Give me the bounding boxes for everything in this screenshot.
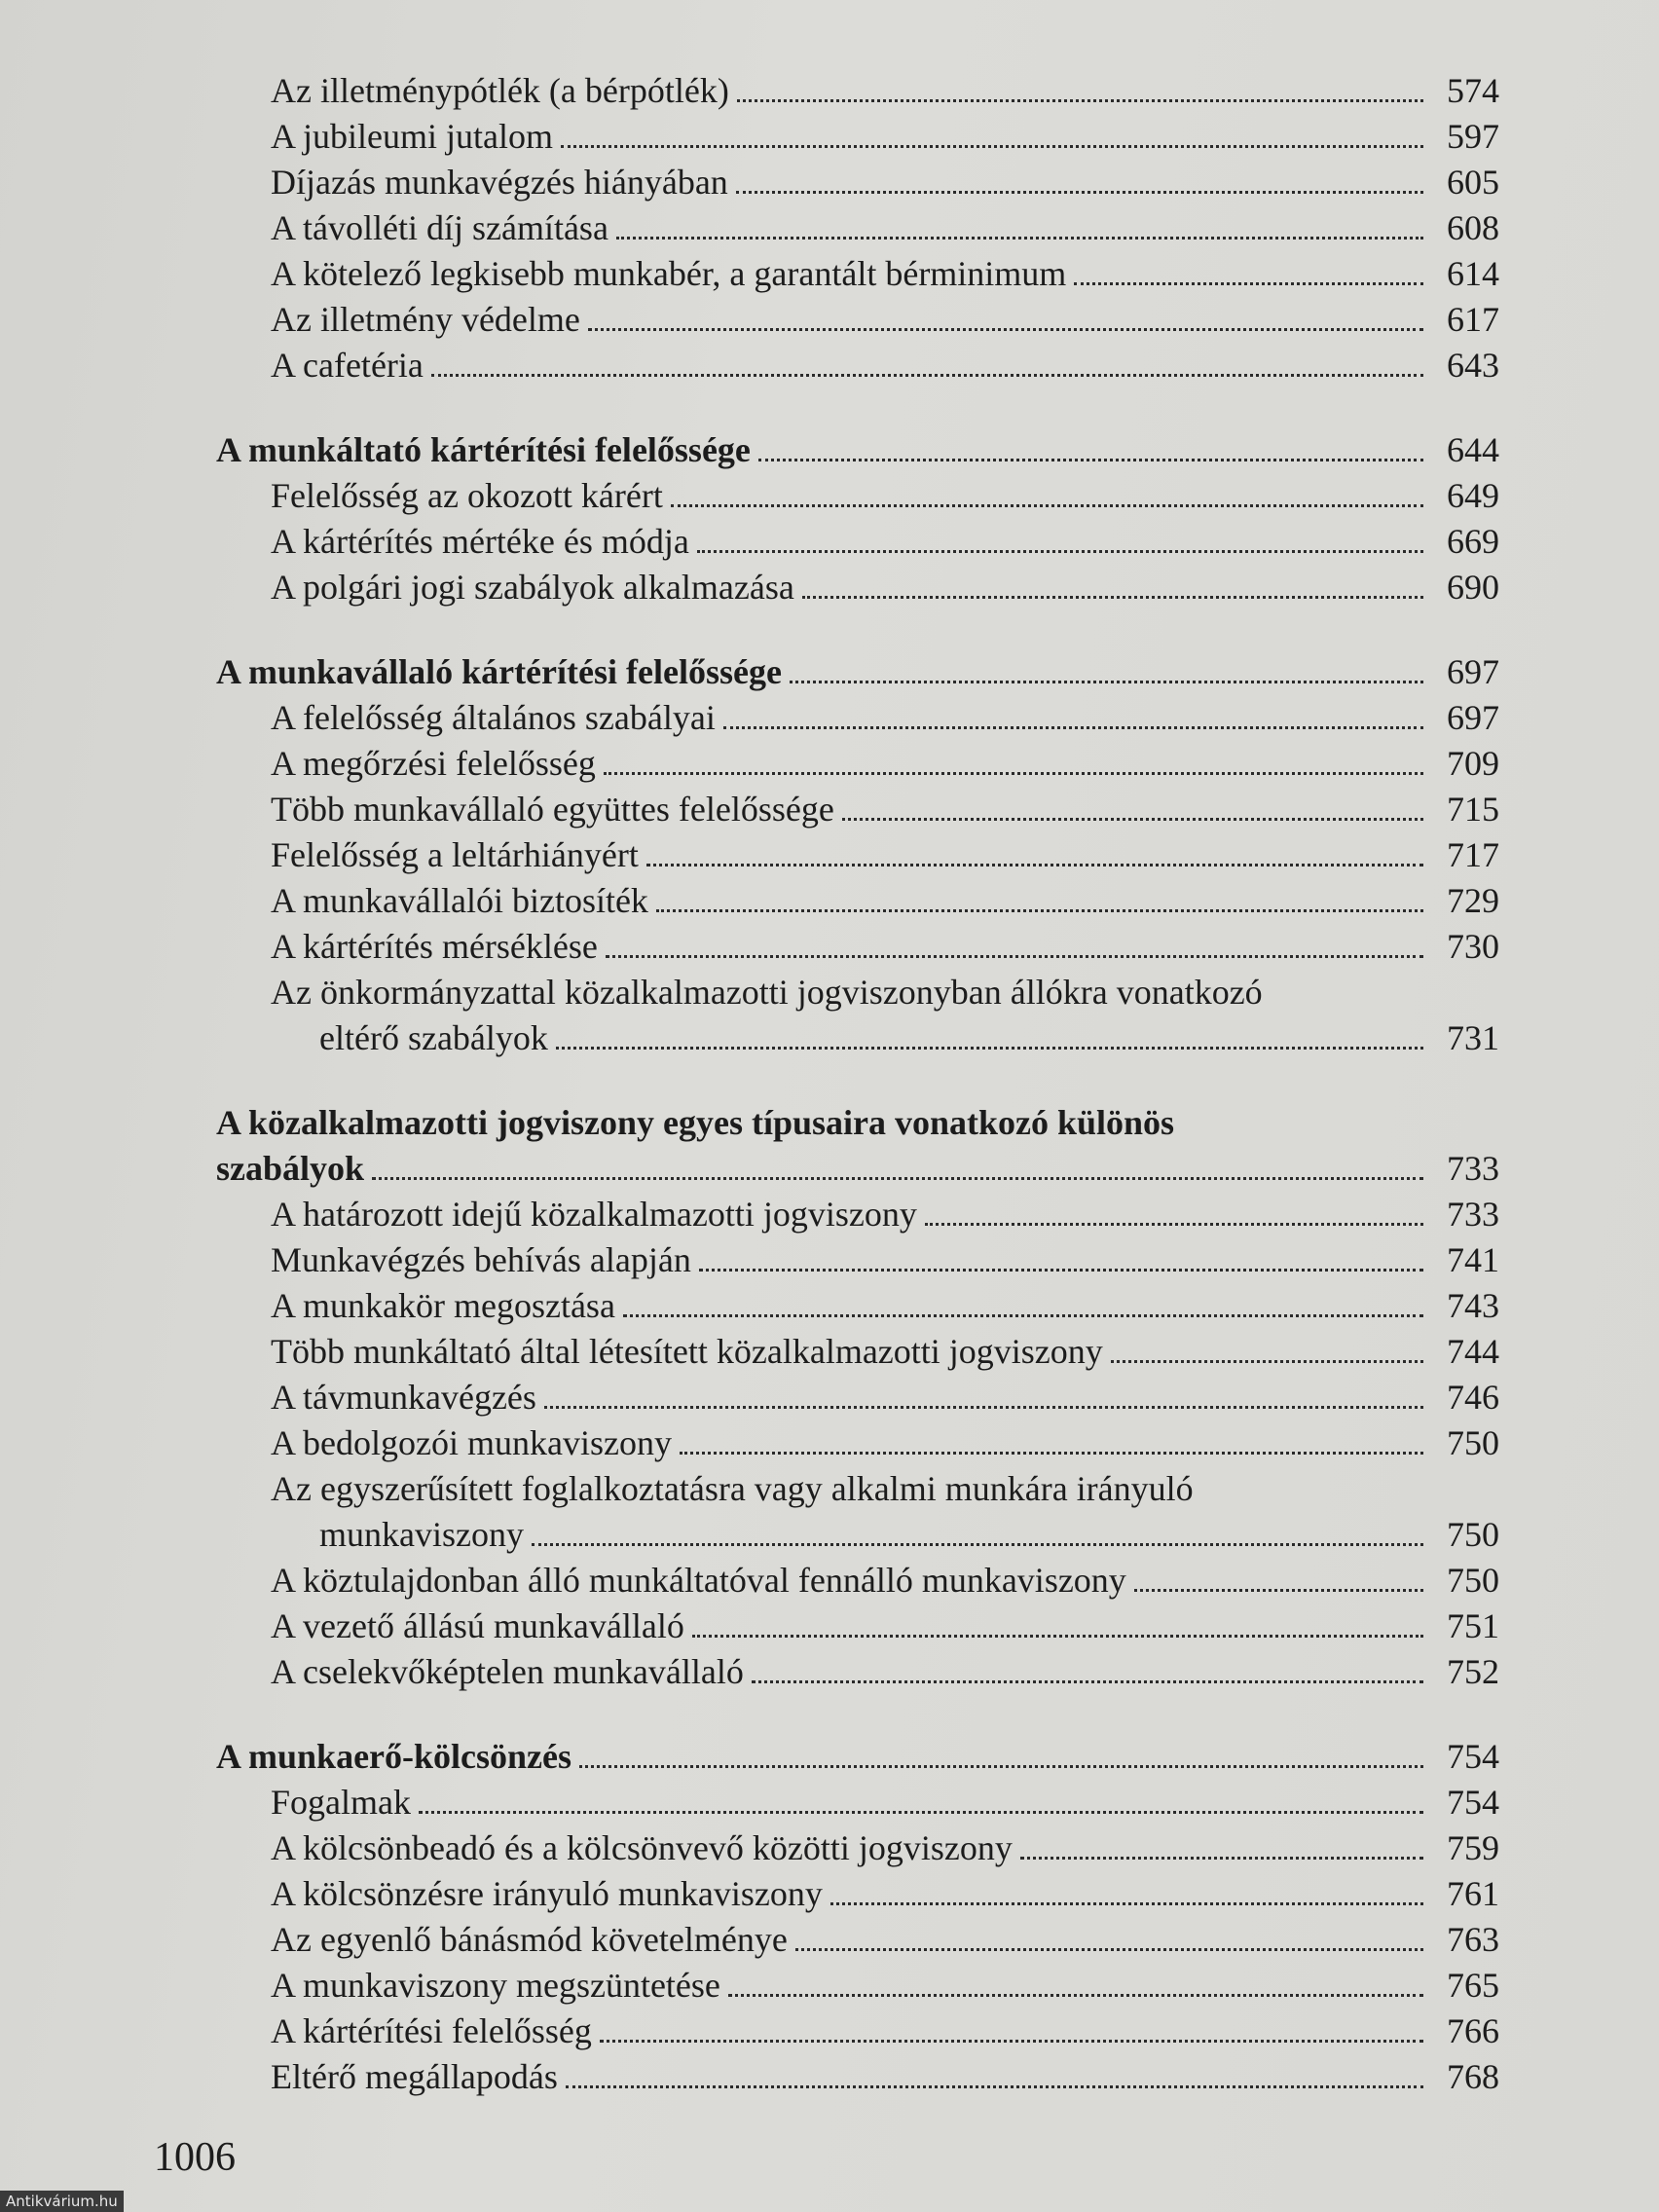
chapter-title: A munkavállaló kártérítési felelőssége [216, 652, 782, 691]
leader-dots [1134, 1589, 1423, 1592]
entry-page: 669 [1447, 522, 1499, 561]
leader-dots [1111, 1360, 1423, 1363]
leader-dots [544, 1406, 1423, 1409]
leader-dots [606, 955, 1423, 958]
leader-dots [372, 1177, 1423, 1180]
page-number: 1006 [154, 2135, 236, 2180]
leader-dots [699, 1269, 1423, 1272]
leader-dots [671, 504, 1423, 507]
leader-dots [588, 328, 1423, 331]
toc-chapter-heading [204, 1734, 1499, 1780]
toc-entry-wrapped-line: Az önkormányzattal közalkalmazotti jogviszonyban állókra vonatkozó [271, 973, 1263, 1012]
entry-page: 709 [1447, 744, 1499, 783]
toc-entry [204, 1963, 1499, 2009]
leader-dots [1020, 1857, 1423, 1860]
toc-entry [204, 832, 1499, 878]
toc-entry [204, 1917, 1499, 1963]
leader-dots [680, 1452, 1423, 1455]
entry-title: A munkavállalói biztosíték [271, 881, 648, 920]
entry-title: A távolléti díj számítása [271, 208, 608, 247]
chapter-page: 644 [1447, 430, 1499, 469]
entry-page: 730 [1447, 927, 1499, 966]
entry-title: A cselekvőképtelen munkavállaló [271, 1652, 744, 1691]
toc-entry [204, 1604, 1499, 1649]
toc-entry [204, 1420, 1499, 1466]
entry-title: A kártérítési felelősség [271, 2011, 592, 2050]
toc-chapter-heading [204, 649, 1499, 695]
leader-dots [431, 374, 1423, 377]
toc-chapter-heading [204, 427, 1499, 473]
leader-dots [561, 145, 1423, 148]
leader-dots [728, 1994, 1423, 1997]
entry-title: A bedolgozói munkaviszony [271, 1423, 672, 1462]
entry-title: Felelősség az okozott kárért [271, 476, 663, 515]
leader-dots [790, 681, 1423, 683]
entry-page: 614 [1447, 254, 1499, 293]
toc-group [204, 427, 1499, 610]
entry-title: A felelősség általános szabályai [271, 698, 716, 737]
toc-entry [204, 1780, 1499, 1825]
toc-entry [204, 205, 1499, 251]
toc-entry [204, 1237, 1499, 1283]
toc-entry-wrapped-line: Az egyszerűsített foglalkoztatásra vagy alkalmi munkára irányuló [271, 1469, 1194, 1508]
chapter-title-wrapped-line: A közalkalmazotti jogviszony egyes típusaira vonatkozó különös [216, 1103, 1175, 1142]
entry-page: 744 [1447, 1332, 1499, 1371]
toc-entry [204, 519, 1499, 565]
entry-page: 597 [1447, 117, 1499, 156]
entry-page: 697 [1447, 698, 1499, 737]
entry-page: 649 [1447, 476, 1499, 515]
entry-title: A cafetéria [271, 346, 424, 385]
entry-title: A kártérítés mérséklése [271, 927, 598, 966]
entry-page: 733 [1447, 1195, 1499, 1234]
leader-dots [604, 772, 1423, 775]
leader-dots [656, 909, 1423, 912]
toc-entry [204, 114, 1499, 160]
entry-title: Eltérő megállapodás [271, 2057, 558, 2096]
leader-dots [802, 596, 1423, 599]
entry-page: 715 [1447, 790, 1499, 829]
toc-entry [204, 68, 1499, 114]
entry-page: 768 [1447, 2057, 1499, 2096]
entry-page: 763 [1447, 1920, 1499, 1959]
chapter-page: 733 [1447, 1149, 1499, 1188]
leader-dots [697, 550, 1423, 553]
entry-page: 741 [1447, 1240, 1499, 1279]
toc-entry [204, 2009, 1499, 2054]
entry-page: 643 [1447, 346, 1499, 385]
toc-entry [204, 1192, 1499, 1237]
toc-entry [204, 878, 1499, 924]
entry-page: 765 [1447, 1966, 1499, 2005]
leader-dots [532, 1543, 1423, 1546]
entry-title: A kölcsönbeadó és a kölcsönvevő közötti jogviszony [271, 1828, 1013, 1867]
leader-dots [623, 1314, 1423, 1317]
entry-title-continuation: eltérő szabályok [319, 1018, 548, 1057]
toc-entry [204, 1329, 1499, 1375]
chapter-title: A munkáltató kártérítési felelőssége [216, 430, 751, 469]
entry-title: Díjazás munkavégzés hiányában [271, 163, 728, 202]
toc-group [204, 1100, 1499, 1695]
entry-title: A vezető állású munkavállaló [271, 1606, 684, 1645]
toc-entry [204, 2054, 1499, 2100]
toc-entry [204, 473, 1499, 519]
entry-page: 731 [1447, 1018, 1499, 1057]
entry-page: 750 [1447, 1423, 1499, 1462]
leader-dots [692, 1635, 1423, 1638]
entry-title-continuation: munkaviszony [319, 1515, 524, 1554]
toc-entry [204, 924, 1499, 970]
toc-entry [204, 1871, 1499, 1917]
toc-entry [204, 787, 1499, 832]
toc-entry-continuation [204, 1512, 1499, 1558]
entry-title: A megőrzési felelősség [271, 744, 596, 783]
toc-entry [204, 695, 1499, 741]
entry-title: Felelősség a leltárhiányért [271, 835, 639, 874]
toc-group [204, 68, 1499, 388]
entry-page: 750 [1447, 1515, 1499, 1554]
leader-dots [758, 459, 1423, 461]
entry-page: 761 [1447, 1874, 1499, 1913]
entry-title: A munkaviszony megszüntetése [271, 1966, 720, 2005]
leader-dots [736, 191, 1423, 194]
leader-dots [646, 864, 1423, 866]
entry-page: 766 [1447, 2011, 1499, 2050]
entry-page: 717 [1447, 835, 1499, 874]
entry-title: A kötelező legkisebb munkabér, a garantált bérminimum [271, 254, 1067, 293]
leader-dots [600, 2040, 1423, 2043]
entry-title: A munkakör megosztása [271, 1286, 615, 1325]
entry-title: A polgári jogi szabályok alkalmazása [271, 568, 794, 607]
entry-title: Az egyenlő bánásmód követelménye [271, 1920, 788, 1959]
leader-dots [1074, 282, 1423, 285]
leader-dots [566, 2085, 1423, 2088]
toc-entry [204, 297, 1499, 343]
leader-dots [795, 1948, 1423, 1951]
entry-page: 605 [1447, 163, 1499, 202]
entry-page: 750 [1447, 1561, 1499, 1600]
toc-entry [204, 343, 1499, 388]
toc-entry-continuation [204, 1015, 1499, 1061]
entry-title: Az illetmény védelme [271, 300, 580, 339]
entry-title: Több munkavállaló együttes felelőssége [271, 790, 834, 829]
entry-title: A jubileumi jutalom [271, 117, 553, 156]
leader-dots [579, 1765, 1423, 1768]
toc-chapter-heading-continuation [204, 1146, 1499, 1192]
toc-entry [204, 1375, 1499, 1420]
entry-title: A kölcsönzésre irányuló munkaviszony [271, 1874, 823, 1913]
table-of-contents [204, 68, 1499, 2139]
toc-entry [204, 1283, 1499, 1329]
entry-title: A határozott idejű közalkalmazotti jogviszony [271, 1195, 917, 1234]
chapter-page: 754 [1447, 1737, 1499, 1776]
entry-page: 574 [1447, 71, 1499, 110]
toc-entry [204, 1649, 1499, 1695]
entry-title: A távmunkavégzés [271, 1378, 536, 1417]
entry-page: 617 [1447, 300, 1499, 339]
leader-dots [830, 1902, 1423, 1905]
toc-entry [204, 251, 1499, 297]
entry-page: 751 [1447, 1606, 1499, 1645]
entry-title: Fogalmak [271, 1783, 411, 1822]
toc-entry [204, 741, 1499, 787]
leader-dots [925, 1223, 1423, 1226]
entry-title: Munkavégzés behívás alapján [271, 1240, 691, 1279]
entry-title: Több munkáltató által létesített közalkalmazotti jogviszony [271, 1332, 1103, 1371]
leader-dots [556, 1047, 1423, 1050]
toc-group [204, 649, 1499, 1061]
leader-dots [723, 726, 1423, 729]
entry-page: 759 [1447, 1828, 1499, 1867]
leader-dots [842, 818, 1423, 821]
entry-title: A kártérítés mértéke és módja [271, 522, 689, 561]
chapter-title: A munkaerő-kölcsönzés [216, 1737, 572, 1776]
chapter-page: 697 [1447, 652, 1499, 691]
entry-page: 754 [1447, 1783, 1499, 1822]
watermark: Antikvárium.hu [0, 2191, 124, 2212]
entry-page: 690 [1447, 568, 1499, 607]
toc-entry [204, 160, 1499, 205]
entry-page: 746 [1447, 1378, 1499, 1417]
leader-dots [419, 1811, 1423, 1814]
toc-entry [204, 1558, 1499, 1604]
leader-dots [616, 237, 1423, 240]
leader-dots [737, 99, 1423, 102]
leader-dots [752, 1680, 1423, 1683]
toc-entry [204, 565, 1499, 610]
entry-page: 608 [1447, 208, 1499, 247]
entry-title: A köztulajdonban álló munkáltatóval fennálló munkaviszony [271, 1561, 1126, 1600]
toc-entry [204, 1825, 1499, 1871]
toc-group [204, 1734, 1499, 2100]
chapter-title-continuation: szabályok [216, 1149, 365, 1188]
entry-page: 743 [1447, 1286, 1499, 1325]
entry-page: 729 [1447, 881, 1499, 920]
entry-title: Az illetménypótlék (a bérpótlék) [271, 71, 729, 110]
entry-page: 752 [1447, 1652, 1499, 1691]
